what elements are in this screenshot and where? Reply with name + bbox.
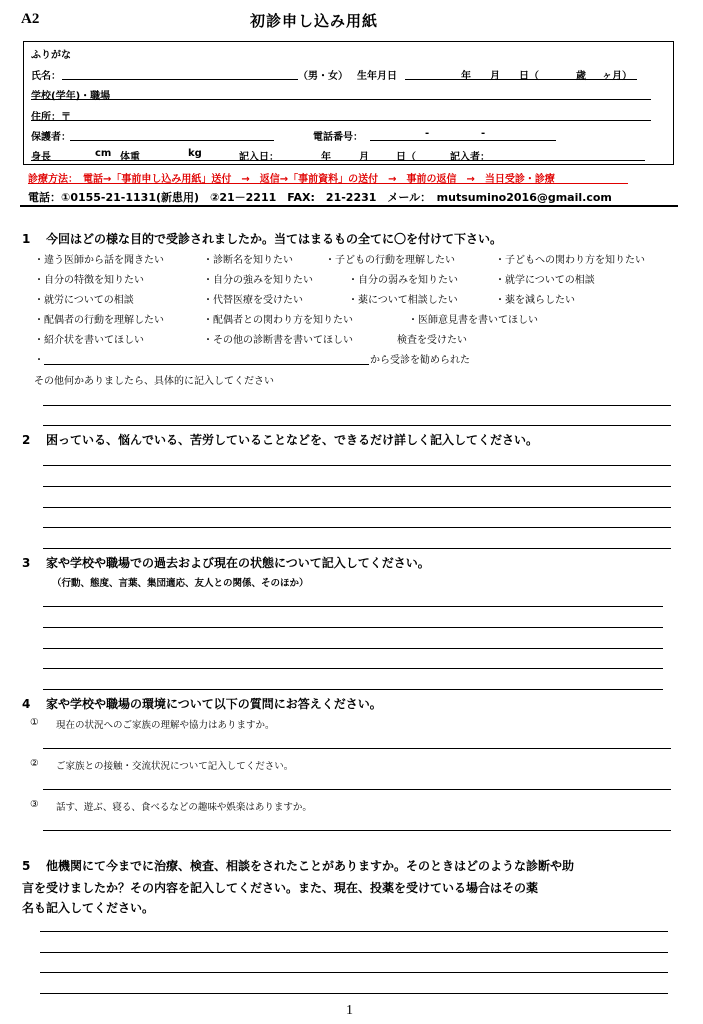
q5-answer-line[interactable] [40,972,668,973]
phone-dash-2: - [481,128,486,139]
q1-recommend-bullet: ・ [34,355,44,366]
q4-item-1-text: 現在の状況へのご家族の理解や協力はありますか。 [56,720,275,731]
guardian-field[interactable] [70,140,274,141]
q2-answer-line[interactable] [43,486,671,487]
q4-heading: 4 家や学校や職場の環境について以下の質問にお答えください。 [22,697,382,711]
phone-field[interactable] [370,140,556,141]
birth-month-label: 月 [490,71,500,82]
phone-label: 電話番号： [313,132,363,143]
q1-option[interactable]: ・配偶者の行動を理解したい [34,315,164,326]
q1-option[interactable]: ・自分の弱みを知りたい [348,275,458,286]
q2-answer-line[interactable] [43,465,671,466]
q1-answer-line[interactable] [43,405,671,406]
q4-item-2-text: ご家族との接触・交流状況について記入してください。 [56,761,294,772]
q5-heading: 5 他機関にて今までに治療、検査、相談をされたことがありますか。そのときはどのような診断や助 [22,859,575,873]
q4-item-1-mark: ① [30,717,39,728]
name-field[interactable] [62,79,298,80]
birth-year-label: 年 [461,71,471,82]
q5-heading-line2: 言を受けましたか？その内容を記入してください。また、現在、投薬を受けている場合はその薬 [22,881,539,895]
contact-info: 電話：①0155-21-1131(新患用) ②21－2211 FAX: 21-2231 メール： mutsumino2016@gmail.com [28,191,612,204]
q2-heading: 2 困っている、悩んでいる、苦労していることなどを、できるだけ詳しく記入してください。 [22,433,539,447]
procedure-text: 診療方法： 電話→「事前申し込み用紙」送付 → 返信→「事前資料」の送付 → 事前の返信 → 当日受診・診療 [28,174,555,185]
q4-item-2-line[interactable] [43,789,671,790]
q5-heading-line3: 名も記入してください。 [22,901,155,915]
age-month-label: ヶ月） [602,71,632,82]
q5-answer-line[interactable] [40,993,668,994]
page-title: 初診申し込み用紙 [250,12,379,30]
measurements-field[interactable] [31,160,645,161]
q4-item-3-mark: ③ [30,799,39,810]
q2-answer-line[interactable] [43,507,671,508]
q4-item-3-text: 話す、遊ぶ、寝る、食べるなどの趣味や娯楽はありますか。 [56,802,312,813]
weight-unit: kg [188,148,202,159]
q1-option[interactable]: ・その他の診断書を書いてほしい [203,335,353,346]
q1-option[interactable]: ・配偶者との関わり方を知りたい [203,315,353,326]
guardian-label: 保護者： [31,132,71,143]
q4-item-3-line[interactable] [43,830,671,831]
weight-label: 体重 [120,152,140,163]
q3-answer-line[interactable] [43,689,663,690]
q1-option[interactable]: ・子どもへの関わり方を知りたい [495,255,645,266]
q1-heading: 1 今回はどの様な目的で受診されましたか。当てはまるもの全てに〇を付けて下さい。 [22,232,503,246]
q1-option[interactable]: ・自分の強みを知りたい [203,275,313,286]
q1-option[interactable]: ・自分の特徴を知りたい [34,275,144,286]
sex-label: （男・女） [298,71,348,82]
q1-other-label: その他何かありましたら、具体的に記入してください [34,376,274,387]
entry-day-label: 日（ [396,152,416,163]
height-unit: cm [95,148,112,159]
q4-item-1-line[interactable] [43,748,671,749]
school-field[interactable] [31,99,651,100]
q1-option[interactable]: ・医師意見書を書いてほしい [408,315,538,326]
furigana-label: ふりがな [31,50,71,61]
q1-option[interactable]: ・違う医師から話を聞きたい [34,255,164,266]
q1-option[interactable]: ・薬について相談したい [348,295,458,306]
writer-label: 記入者： [450,152,490,163]
q1-option[interactable]: ・子どもの行動を理解したい [325,255,455,266]
height-label: 身長 [31,152,51,163]
patient-info-box [23,41,674,165]
entry-year-label: 年 [321,152,331,163]
address-field[interactable] [31,120,651,121]
school-label: 学校(学年)・職場 [31,91,111,102]
name-label: 氏名： [31,71,61,82]
procedure-underline [28,183,628,184]
birth-day-label: 日（ [519,71,539,82]
q1-recommend-field[interactable] [44,364,369,365]
q1-option[interactable]: ・薬を減らしたい [495,295,575,306]
q5-answer-line[interactable] [40,952,668,953]
q3-subtext: （行動、態度、言葉、集団適応、友人との関係、そのほか） [52,578,309,589]
q3-answer-line[interactable] [43,627,663,628]
address-label: 住所：〒 [31,112,71,123]
q1-option[interactable]: ・代替医療を受けたい [203,295,303,306]
q3-answer-line[interactable] [43,606,663,607]
entry-month-label: 月 [359,152,369,163]
q1-recommend-label: から受診を勧められた [370,355,470,366]
q1-option[interactable]: ・就学についての相談 [495,275,595,286]
q5-answer-line[interactable] [40,931,668,932]
q2-answer-line[interactable] [43,527,671,528]
q3-answer-line[interactable] [43,648,663,649]
phone-dash-1: - [425,128,430,139]
contact-divider [20,205,678,207]
entry-date-label: 記入日： [239,152,279,163]
q4-item-2-mark: ② [30,758,39,769]
form-code: A2 [21,11,40,27]
q1-option[interactable]: 検査を受けたい [397,335,467,346]
age-label: 歳 [576,71,586,82]
q1-option[interactable]: ・紹介状を書いてほしい [34,335,144,346]
q1-option[interactable]: ・診断名を知りたい [203,255,293,266]
birth-label: 生年月日 [357,71,397,82]
q1-answer-line[interactable] [43,425,671,426]
page-number: 1 [346,1003,353,1018]
q2-answer-line[interactable] [43,548,671,549]
q1-option[interactable]: ・就労についての相談 [34,295,134,306]
q3-answer-line[interactable] [43,668,663,669]
q3-heading: 3 家や学校や職場での過去および現在の状態について記入してください。 [22,556,430,570]
